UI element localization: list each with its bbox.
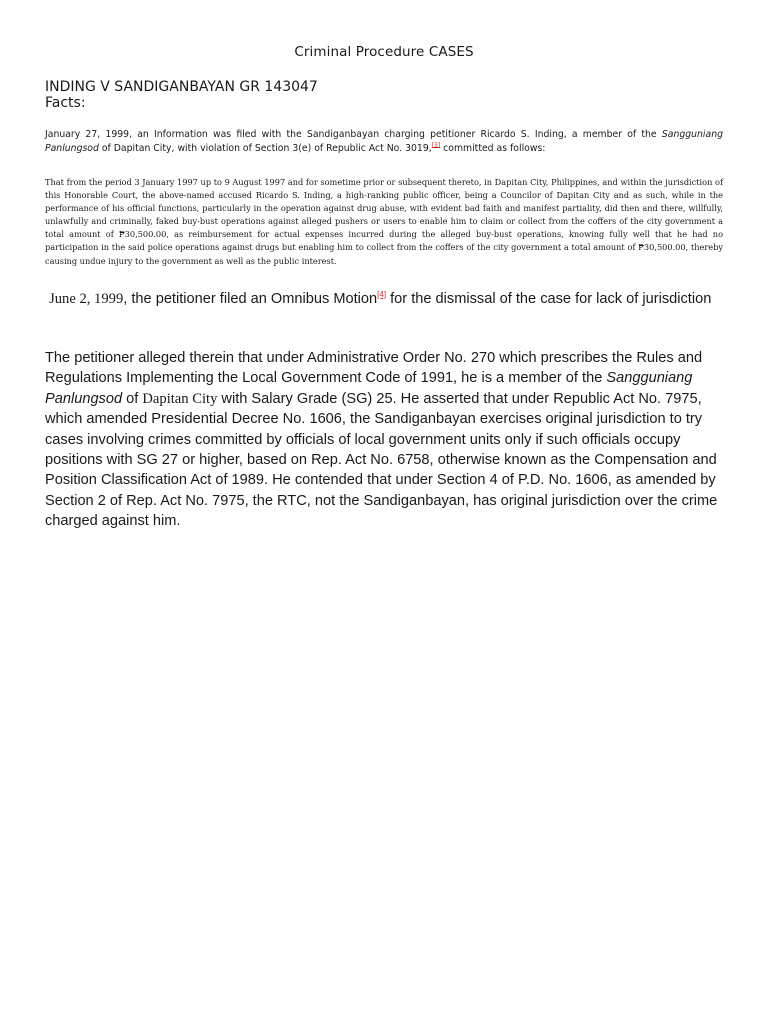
motion-date: June 2, 1999 xyxy=(49,291,124,307)
para1-text-a: January 27, 1999, an Information was filed with the Sandiganbayan charging petitioner Ricardo S. Inding, a member of the xyxy=(45,129,662,140)
para1-text-b: of Dapitan City, with violation of Section 3(e) of Republic Act No. 3019, xyxy=(98,142,432,154)
para4-italic-term: Sangguniang Panlungsod xyxy=(45,370,693,407)
para4-of: of xyxy=(122,390,143,407)
para1-text-c: committed as follows: xyxy=(440,142,546,154)
facts-paragraph-information xyxy=(45,128,723,155)
footnote-link-3[interactable]: [3] xyxy=(431,141,441,149)
para3-text-b: for the dismissal of the case for lack of jurisdiction xyxy=(386,291,712,307)
petitioner-allegation-paragraph xyxy=(45,348,725,532)
para4-text-b: with Salary Grade (SG) 25. He asserted that under Republic Act No. 7975, which amended Presidential Decree No. 1606, the Sandiganbayan exercises original jurisdiction to try cases involving crimes committed by officials of local government units only if such officials occupy positions with SG 27 or higher, based on Rep. Act No. 6758, otherwise known as the Compensation and Position Classification Act of 1989. He contended that under Section 4 of P.D. No. 1606, as amended by Section 2 of Rep. Act No. 7975, the RTC, not the Sandiganbayan, has original jurisdiction over the crime charged against him. xyxy=(45,390,718,530)
information-quote-block: That from the period 3 January 1997 up to 9 August 1997 and for sometime prior or subsequent thereto, in Dapitan City, Philippines, and within the jurisdiction of this Honorable Court, the above-named accused Ricardo S. Inding, a high-ranking public officer, being a Councilor of Dapitan City and as such, while in the performance of his official functions, particularly in the operation against drug abuse, with evident bad faith and manifest partiality, did then and there, willfully, unlawfully and criminally, faked buy-bust operations against alleged pushers or users to enable him to claim or collect from the coffers of the city government a total amount of ₱30,500.00, as reimbursement for actual expenses incurred during the alleged buy-bust operations, knowing fully well that he had no participation in the said police operations against drugs but enabling him to collect from the coffers of the city government a total amount of ₱30,500.00, thereby causing undue injury to the government as well as the public interest. xyxy=(45,177,723,266)
facts-heading: Facts: xyxy=(45,95,86,111)
footnote-link-4[interactable]: [4] xyxy=(377,290,387,300)
case-title: INDING V SANDIGANBAYAN GR 143047 xyxy=(45,79,318,95)
para4-place: Dapitan City xyxy=(142,390,218,407)
para4-text-a: The petitioner alleged therein that under Administrative Order No. 270 which prescribes the Rules and Regulations Implementing the Local Government Code of 1991, he is a member of the xyxy=(45,350,703,387)
para1-italic-term: Sangguniang Panlungsod xyxy=(45,129,723,154)
document-title: Criminal Procedure CASES xyxy=(294,44,474,60)
para3-text-a: , the petitioner filed an Omnibus Motion xyxy=(123,291,378,307)
omnibus-motion-paragraph xyxy=(45,289,723,309)
